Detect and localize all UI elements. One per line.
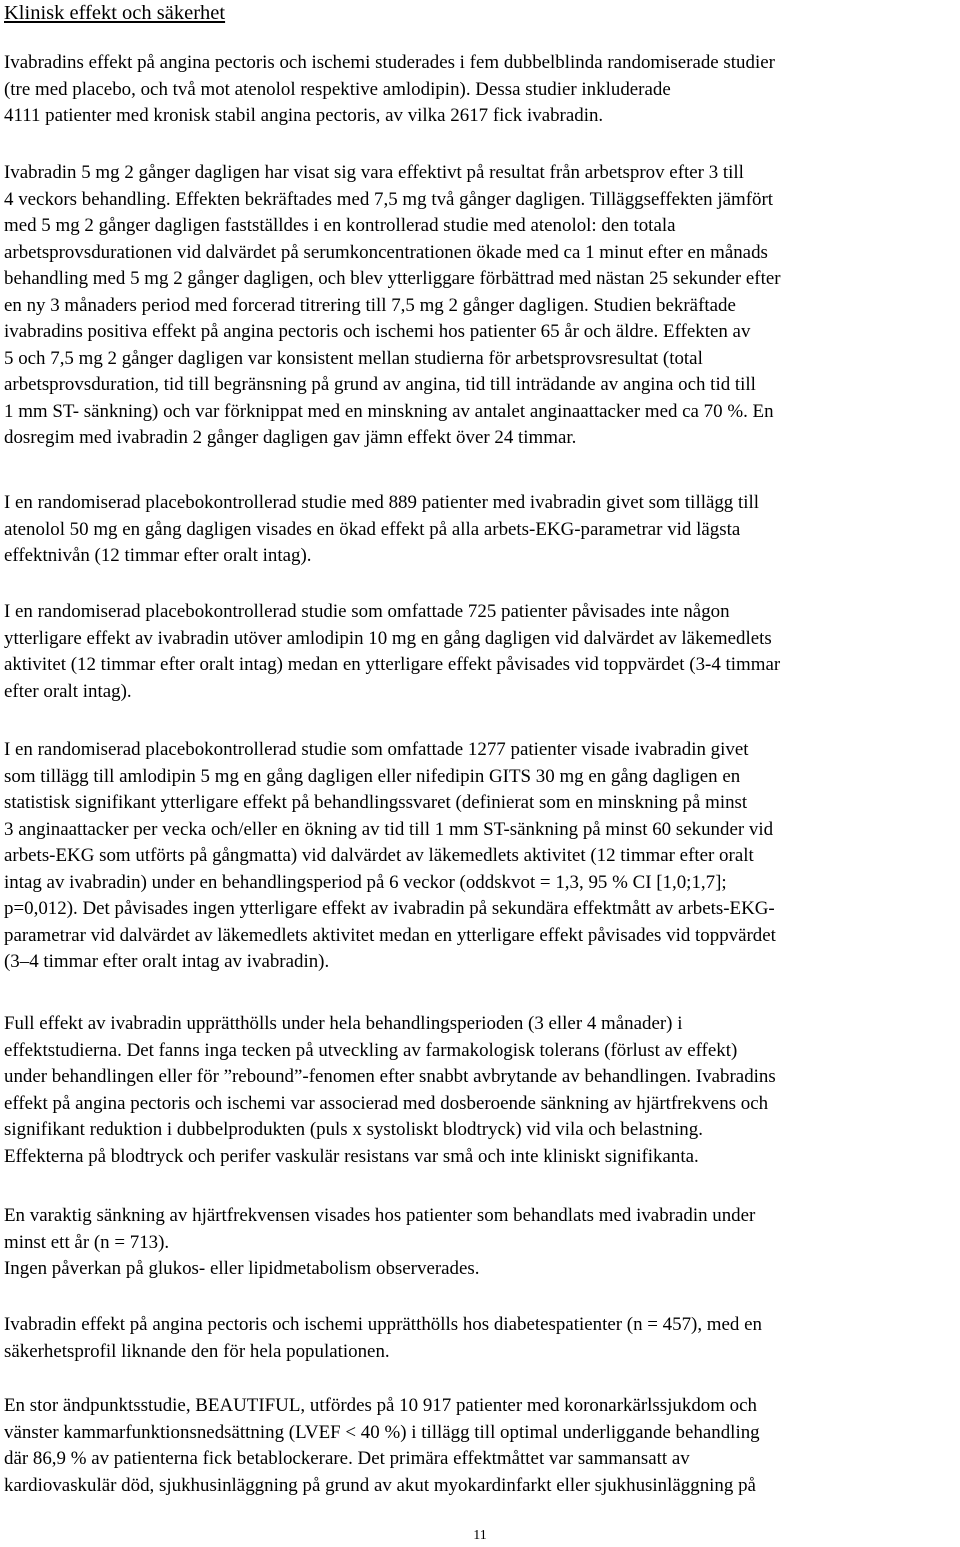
text-line: med 5 mg 2 gånger dagligen fastställdes i en kontrollerad studie med atenolol: den totala — [4, 215, 676, 236]
text-line: Ivabradins effekt på angina pectoris och ischemi studerades i fem dubbelblinda randomiserade studier — [4, 52, 775, 73]
text-line: arbets-EKG som utförts på gångmatta) vid dalvärdet av läkemedlets aktivitet (12 timmar efter oralt — [4, 845, 754, 866]
text-line: vänster kammarfunktionsnedsättning (LVEF < 40 %) i tillägg till optimal underliggande behandling — [4, 1421, 760, 1443]
text-line: Ivabradin 5 mg 2 gånger dagligen har visat sig vara effektivt på resultat från arbetsprov efter 3 till — [4, 162, 744, 183]
text-line: En stor ändpunktsstudie, BEAUTIFUL, utfördes på 10 917 patienter med koronarkärlssjukdom och — [4, 1395, 758, 1416]
text-line: En varaktig sänkning av hjärtfrekvensen visades hos patienter som behandlats med ivabradin under — [4, 1205, 756, 1226]
paragraph-diabetes — [4, 1312, 960, 1365]
text-line: 4 veckors behandling. Effekten bekräftades med 7,5 mg två gånger dagligen. Tilläggseffekten jämfört — [4, 188, 774, 210]
text-line: intag av ivabradin) under en behandlingsperiod på 6 veckor (oddskvot = 1,3, 95 % CI [1,0;1,7]; — [4, 871, 727, 893]
text-line: arbetsprovsduration, tid till begränsning på grund av angina, tid till inträdande av angina och tid till — [4, 374, 756, 395]
text-line: behandling med 5 mg 2 gånger dagligen, och blev ytterliggare förbättrad med nästan 25 sekunder efter — [4, 268, 781, 289]
paragraph-atenolol-study — [4, 490, 960, 570]
text-line: effekt på angina pectoris och ischemi var associerad med dosberoende sänkning av hjärtfrekvens och — [4, 1092, 769, 1114]
text-line: Ivabradin effekt på angina pectoris och ischemi upprätthölls hos diabetespatienter (n = 457), med en — [4, 1314, 762, 1335]
text-line: signifikant reduktion i dubbelprodukten (puls x systoliskt blodtryck) vid vila och belastning. — [4, 1119, 703, 1140]
text-line: där 86,9 % av patienterna fick betablockerare. Det primära effektmåttet var sammansatt av — [4, 1448, 690, 1469]
text-line: (3–4 timmar efter oralt intag av ivabradin). — [4, 951, 330, 972]
text-line: parametrar vid dalvärdet av läkemedlets aktivitet medan en ytterligare effekt påvisades vid toppvärdet — [4, 924, 776, 946]
text-line: Ingen påverkan på glukos- eller lipidmetabolism observerades. — [4, 1258, 480, 1279]
text-line: 4111 patienter med kronisk stabil angina pectoris, av vilka 2617 fick ivabradin. — [4, 105, 604, 126]
text-line: säkerhetsprofil liknande den för hela populationen. — [4, 1340, 390, 1362]
text-line: aktivitet (12 timmar efter oralt intag) medan en ytterligare effekt påvisades vid toppvärdet (3-4 timmar — [4, 654, 781, 675]
text-line: 5 och 7,5 mg 2 gånger dagligen var konsistent mellan studierna för arbetsprovsresultat (total — [4, 347, 703, 369]
paragraph-amlodipine-study — [4, 599, 960, 705]
text-line: 1 mm ST- sänkning) och var förknippat med en minskning av antalet anginaattacker med ca 70 %. En — [4, 400, 774, 422]
page-number: 11 — [473, 1528, 487, 1543]
text-line: 3 anginaattacker per vecka och/eller en ökning av tid till 1 mm ST-sänkning på minst 60 sekunder vid — [4, 818, 774, 840]
paragraph-full-effect — [4, 1011, 960, 1170]
text-line: Full effekt av ivabradin upprätthölls under hela behandlingsperioden (3 eller 4 månader) i — [4, 1013, 683, 1034]
text-line: kardiovaskulär död, sjukhusinläggning på grund av akut myokardinfarkt eller sjukhusinläggning på — [4, 1474, 756, 1496]
paragraph-heart-rate — [4, 1203, 960, 1283]
paragraph-dosage-effect — [4, 160, 960, 452]
text-line: arbetsprovsdurationen vid dalvärdet på serumkoncentrationen ökade med ca 1 minut efter en månads — [4, 241, 768, 263]
text-line: p=0,012). Det påvisades ingen ytterligare effekt av ivabradin på sekundära effektmått av arbets-EKG- — [4, 898, 775, 919]
text-line: minst ett år (n = 713). — [4, 1231, 170, 1253]
text-line: statistisk signifikant ytterligare effekt på behandlingssvaret (definierat som en minskning på minst — [4, 792, 748, 813]
text-line: I en randomiserad placebokontrollerad studie som omfattade 725 patienter påvisades inte någon — [4, 601, 730, 622]
text-line: atenolol 50 mg en gång dagligen visades en ökad effekt på alla arbets-EKG-parametrar vid lägsta — [4, 518, 741, 540]
paragraph-beautiful-study — [4, 1393, 960, 1499]
text-line: efter oralt intag). — [4, 680, 132, 702]
section-heading: Klinisk effekt och säkerhet — [4, 2, 226, 24]
text-line: effektstudierna. Det fanns inga tecken på utveckling av farmakologisk tolerans (förlust av effekt) — [4, 1039, 738, 1061]
text-line: ivabradins positiva effekt på angina pectoris och ischemi hos patienter 65 år och äldre. Effekten av — [4, 321, 751, 342]
text-line: dosregim med ivabradin 2 gånger dagligen gav jämn effekt över 24 timmar. — [4, 427, 577, 448]
text-line: en ny 3 månaders period med forcerad titrering till 7,5 mg 2 gånger dagligen. Studien bekräftade — [4, 294, 736, 316]
text-line: Effekterna på blodtryck och perifer vaskulär resistans var små och inte kliniskt signifikanta. — [4, 1145, 699, 1167]
text-line: I en randomiserad placebokontrollerad studie som omfattade 1277 patienter visade ivabradin givet — [4, 739, 749, 760]
paragraph-nifedipine-study — [4, 737, 960, 976]
text-line: I en randomiserad placebokontrollerad studie med 889 patienter med ivabradin givet som tillägg till — [4, 492, 760, 513]
text-line: (tre med placebo, och två mot atenolol respektive amlodipin). Dessa studier inkluderade — [4, 78, 671, 100]
text-line: som tillägg till amlodipin 5 mg en gång dagligen eller nifedipin GITS 30 mg en gång dagligen en — [4, 765, 741, 787]
text-line: effektnivån (12 timmar efter oralt intag). — [4, 545, 312, 566]
paragraph-study-overview — [4, 50, 960, 130]
text-line: under behandlingen eller för ”rebound”-fenomen efter snabbt avbrytande av behandlingen. Ivabradins — [4, 1066, 776, 1087]
text-line: ytterligare effekt av ivabradin utöver amlodipin 10 mg en gång dagligen vid dalvärdet av läkemedlets — [4, 627, 772, 649]
